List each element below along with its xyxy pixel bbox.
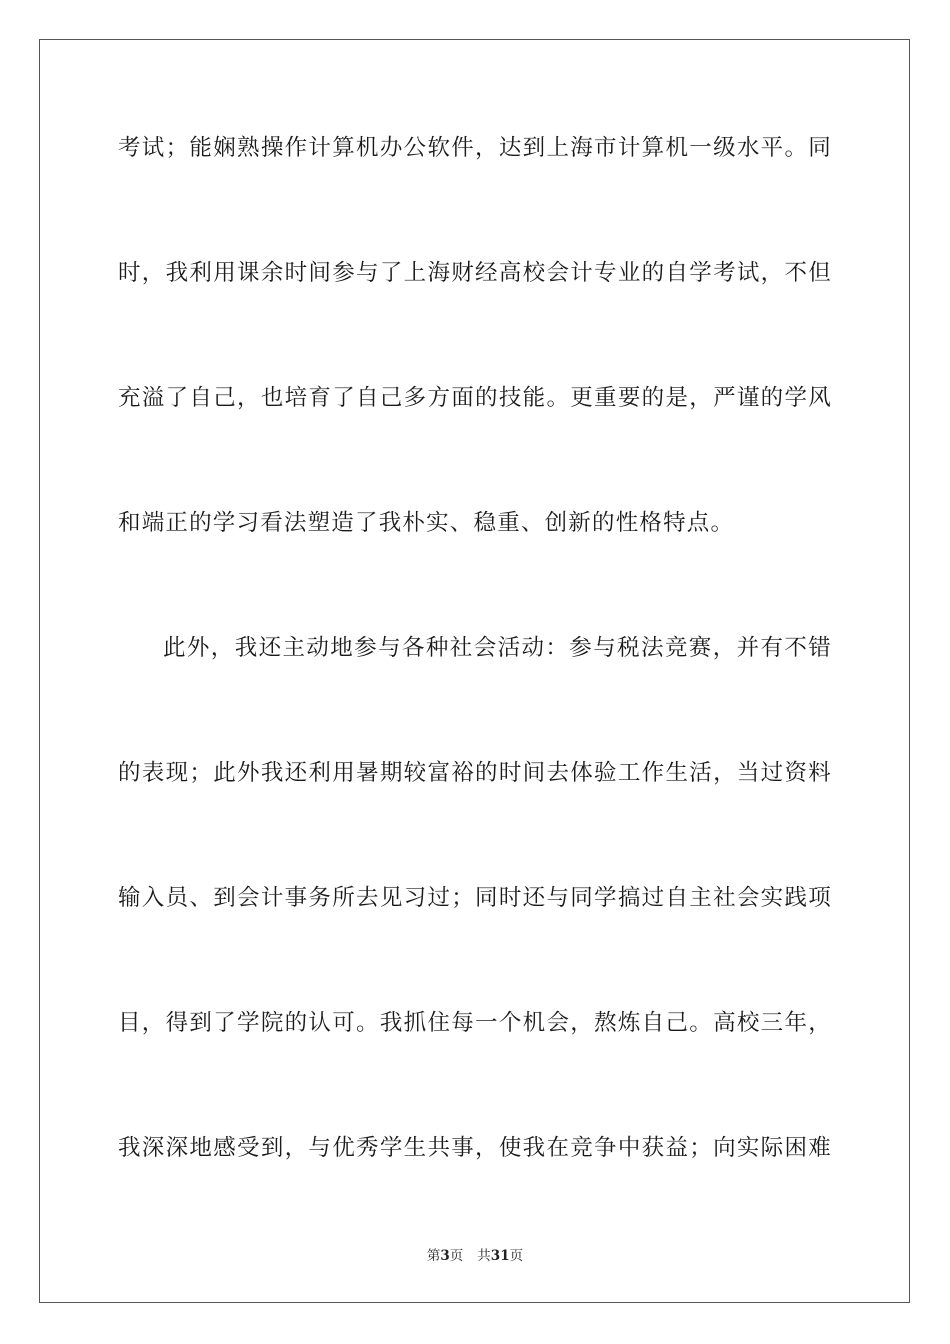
body-text-line-8: 目，得到了学院的认可。我抓住每一个机会，熬炼自己。高校三年，	[118, 1010, 832, 1036]
total-label-suffix: 页	[509, 1248, 524, 1264]
page-label-prefix: 第	[426, 1248, 441, 1264]
body-text-line-6: 的表现；此外我还利用暑期较富裕的时间去体验工作生活，当过资料	[118, 760, 832, 786]
body-text-line-5: 此外，我还主动地参与各种社会活动：参与税法竞赛，并有不错	[163, 635, 832, 661]
body-text-line-3: 充溢了自己，也培育了自己多方面的技能。更重要的是，严谨的学风	[118, 385, 832, 411]
body-text-line-2: 时，我利用课余时间参与了上海财经高校会计专业的自学考试，不但	[118, 260, 832, 286]
total-label-prefix: 共	[477, 1248, 491, 1264]
body-text-line-7: 输入员、到会计事务所去见习过；同时还与同学搞过自主社会实践项	[118, 885, 832, 911]
page-border	[39, 39, 910, 1303]
page-footer	[0, 1246, 950, 1266]
total-pages-number: 31	[490, 1248, 510, 1264]
body-text-line-4: 和端正的学习看法塑造了我朴实、稳重、创新的性格特点。	[118, 510, 735, 536]
current-page-number: 3	[440, 1248, 450, 1264]
body-text-line-9: 我深深地感受到，与优秀学生共事，使我在竞争中获益；向实际困难	[118, 1135, 832, 1161]
page-label-suffix: 页	[449, 1248, 464, 1264]
body-text-line-1: 考试；能娴熟操作计算机办公软件，达到上海市计算机一级水平。同	[118, 135, 832, 161]
